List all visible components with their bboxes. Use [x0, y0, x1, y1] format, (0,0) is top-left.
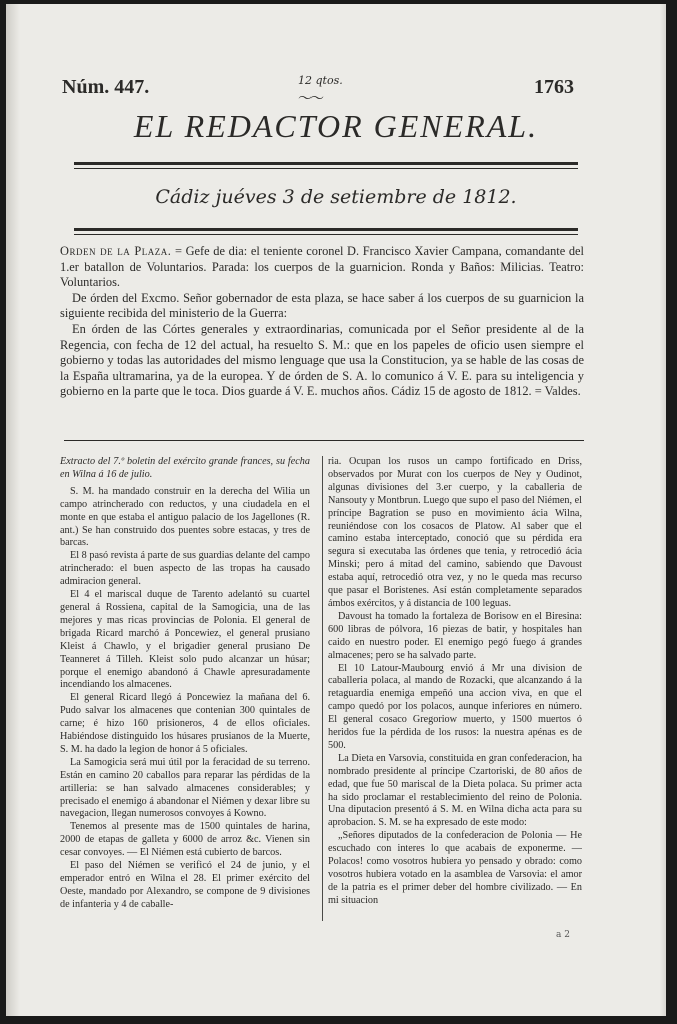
orden-paragraph-3: En órden de las Córtes generales y extraordinarias, comunicada por el Señor presidente al de la Regencia, con fecha de 12 del actual, ha resuelto S. M.: que en los papeles de oficio usen siempre el gobierno y todas las autoridades del mismo lenguage que usa la Constitucion, ya se hable de las cosas de la España ultramarina, ya de la europea. Y de órden de S. A. lo comunico á V. E. para su inteligencia y gobierno en la parte que le toca. Dios guarde á V. E. muchos años. Cádiz 15 de agosto de 1812. = Valdes. [60, 321, 584, 399]
orden-text-1: = Gefe de dia: el teniente coronel D. Francisco Xavier Campana, comandante del 1.er batallon de Voluntarios. Parada: los cuerpos de la guarnicion. Ronda y Baños: Milicias. Teatro: Voluntarios. [60, 244, 585, 290]
masthead-rule-thick [74, 162, 578, 165]
left-column [60, 456, 310, 912]
article-paragraph: La Samogicia será mui útil por la feracidad de su terreno. Están en camino 20 caballos para reparar las pérdidas de la artilleria: se han salvado almacenes considerables; y precisado el enemigo á abandonar el Niémen y dexar libre su navegacion, llegan numerosos convoyes á Kowno. [60, 756, 310, 820]
dateline-rule-thick [74, 228, 578, 231]
price-note: 12 qtos. [298, 74, 343, 87]
article-paragraph: El 10 Latour-Maubourg envió á Mr una division de caballeria polaca, al mando de Rozacki, que alcanzando á la retaguardia enemiga empeñó una accion viva, en que el campo quedó por los polacos, aunque inferiores en número. El general cosaco Gregoriow muerto, y 1500 muertos ó heridos fue la pérdida de los rusos: la nuestra apénas es de 500. [328, 662, 582, 751]
page-spine-shadow [6, 4, 20, 1016]
article-paragraph: La Dieta en Varsovia, constituida en gran confederacion, ha nombrado presidente al príncipe Czartoriski, de 80 años de edad, que fue 50 mariscal de la Dieta polaca. Su primer acta ha sido proclamar el restablecimiento del reino de Polonia. Una diputacion presentó á S. M. en Wilna dicha acta para su aprobacion. S. M. se ha expresado de este modo: [328, 752, 582, 829]
orden-paragraph-1 [60, 244, 584, 291]
orden-de-la-plaza [60, 244, 584, 400]
section-divider [64, 440, 584, 441]
page-edge-shadow [660, 4, 666, 1016]
right-column [328, 456, 582, 908]
signature-mark: a 2 [556, 930, 570, 940]
orden-paragraph-2: De órden del Excmo. Señor gobernador de esta plaza, se hace saber á los cuerpos de su guarnicion la siguiente recibida del ministerio de la Guerra: [60, 290, 584, 321]
orden-label: Orden de la Plaza. [60, 244, 172, 258]
masthead-rule-thin [74, 168, 578, 169]
dateline-rule-thin [74, 234, 578, 235]
article-paragraph: Davoust ha tomado la fortaleza de Borisow en el Biresina: 600 libras de pólvora, 16 piezas de batir, y hospitales han caido en nuestro poder. El enemigo pegó fuego á grandes almacenes; pero se ha salvado parte. [328, 610, 582, 661]
article-paragraph: El general Ricard llegó á Poncewiez la mañana del 6. Pudo salvar los almacenes que contenian 300 quintales de carne; é hizo 160 prisioneros, 4 de ellos oficiales. Habiéndose distinguido los húsares prusianos de la Muerte, S. M. ha dado la legion de honor á 5 oficiales. [60, 692, 310, 755]
bulletin-heading: Extracto del 7.º boletin del exército grande frances, su fecha en Wilna á 16 de julio. [60, 456, 310, 480]
article-paragraph: ria. Ocupan los rusos un campo fortificado en Driss, observados por Murat con los cuerpos de Ney y Oudinot, algunas divisiones del 3.er cuerpo, y la caballeria de Nansouty y Montbrun. Luego que supo el paso del Niémen, el príncipe Bagration se puso en movimiento ácia Wilna, reuniéndose con los cosacos de Platow. Al saber que el camino estaba interceptado, conoció que su pérdida era segura si executaba las órdenes que tenia, y retrocedió ácia Minski; pero á mitad del camino, sabiendo que Davoust estaba aquí, retrocedió otra vez, y no le queda mas recurso que pasar el Boristenes. Así están completamente separados ámbos exércitos, y á distancia de 100 leguas. [328, 456, 582, 609]
page-number: 1763 [534, 76, 574, 98]
issue-number: Núm. 447. [62, 76, 150, 98]
article-paragraph: „Señores diputados de la confederacion de Polonia — He escuchado con interes lo que acabais de exponerme. — Polacos! como vosotros hubiera yo pensado y obrado: como vosotros hubiera votado en la asamblea de Varsovia: el amor de la patria es el primer deber del hombre civilizado. — En mi situacion [328, 830, 582, 906]
newspaper-page [6, 4, 666, 1016]
masthead-title: EL REDACTOR GENERAL. [133, 108, 539, 144]
article-paragraph: Tenemos al presente mas de 1500 quintales de harina, 2000 de etapas de galleta y 6000 de arroz &c. Vienen sin cesar convoyes. — El Niémen está cubierto de barcos. [60, 821, 310, 859]
dateline: Cádiz juéves 3 de setiembre de 1812. [155, 186, 517, 208]
ornament-swash: 〜〜 [298, 91, 322, 107]
article-paragraph: S. M. ha mandado construir en la derecha del Wilia un campo atrincherado con reductos, y una ciudadela en el monte en que estaba el antiguo palacio de los Jagellones (R. ant.) Se han construido dos puentes sobre estacas, y tres de barcas. [60, 485, 310, 549]
article-paragraph: El 4 el mariscal duque de Tarento adelantó su cuartel general á Rossiena, capital de la Samogicia, una de las mejores y mas ricas provincias de Polonia. El general de brigada Ricard marchó á Poncewiez, el general prusiano Kleist á Chawlo, y el brigadier general prusiano De Teanneret á Tilleh. Kleist solo pudo alcanzar un húsar; porque el enemigo abandonó á Chawle apresuradamente incendiando los almacenes. [60, 589, 310, 691]
column-divider [322, 456, 323, 921]
article-paragraph: El 8 pasó revista á parte de sus guardias delante del campo atrincherado: el buen aspecto de las tropas ha causado admiracion general. [60, 550, 310, 588]
article-paragraph: El paso del Niémen se verificó el 24 de junio, y el emperador entró en Wilna el 28. El primer exército del Oeste, mandado por Alexandro, se compone de 9 divisiones de infanteria y 4 de caballe- [60, 860, 310, 910]
